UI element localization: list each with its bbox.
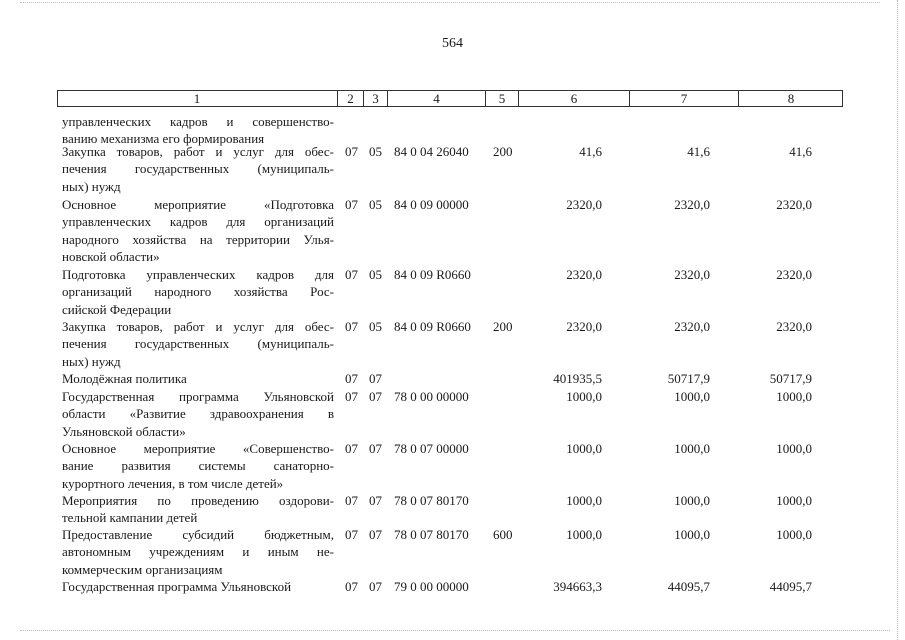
row-name-line: народного хозяйства на территории Улья- — [62, 231, 334, 247]
row-name-line: печения государственных (муниципаль- — [62, 161, 334, 177]
cell-c2: 07 — [345, 144, 358, 159]
scan-edge-bottom — [20, 630, 890, 631]
cell-c3: 05 — [369, 267, 382, 282]
row-name-line: Основное мероприятие «Подготовка — [62, 197, 334, 212]
cell-c2: 07 — [345, 197, 358, 212]
row-name-line: Государственная программа Ульяновской — [62, 389, 334, 404]
cell-c5: 200 — [493, 319, 513, 334]
row-name-line: вание развития системы санаторно- — [62, 458, 334, 474]
cell-c3: 07 — [369, 371, 382, 386]
header-col-3: 3 — [364, 91, 388, 106]
cell-c4: 84 0 09 R0660 — [394, 267, 471, 282]
row-name-line: Закупка товаров, работ и услуг для обес- — [62, 319, 334, 334]
cell-c5: 600 — [493, 527, 513, 542]
cell-c3: 05 — [369, 197, 382, 212]
row-name — [62, 578, 334, 595]
cell-c2: 07 — [345, 319, 358, 334]
cell-c8: 41,6 — [789, 144, 812, 159]
row-name-line: печения государственных (муниципаль- — [62, 336, 334, 352]
row-name-line: Основное мероприятие «Совершенство- — [62, 441, 334, 456]
cell-c2: 07 — [345, 493, 358, 508]
cell-c6: 394663,3 — [553, 579, 602, 594]
cell-c6: 2320,0 — [566, 319, 602, 334]
cell-c2: 07 — [345, 579, 358, 594]
cell-c5: 200 — [493, 144, 513, 159]
cell-c3: 07 — [369, 441, 382, 456]
row-name-line: ных) нужд — [62, 353, 121, 369]
cell-c7: 1000,0 — [674, 441, 710, 456]
row-name-line: Закупка товаров, работ и услуг для обес- — [62, 144, 334, 159]
cell-c7: 1000,0 — [674, 527, 710, 542]
cell-c7: 50717,9 — [667, 371, 710, 386]
cell-c8: 1000,0 — [776, 389, 812, 404]
page-number: 564 — [442, 36, 463, 51]
row-name-line: Мероприятия по проведению оздорови- — [62, 493, 334, 508]
cell-c2: 07 — [345, 267, 358, 282]
cell-c8: 2320,0 — [776, 319, 812, 334]
row-name-line: Государственная программа Ульяновской — [62, 579, 292, 594]
row-name — [62, 196, 334, 266]
cell-c2: 07 — [345, 371, 358, 386]
cell-c7: 2320,0 — [674, 197, 710, 212]
cell-c6: 1000,0 — [566, 527, 602, 542]
cell-c8: 2320,0 — [776, 267, 812, 282]
header-col-1: 1 — [57, 91, 338, 106]
cell-c8: 2320,0 — [776, 197, 812, 212]
cell-c6: 41,6 — [579, 144, 602, 159]
cell-c7: 41,6 — [687, 144, 710, 159]
row-name-line: Молодёжная политика — [62, 371, 187, 386]
row-name-line: организаций народного хозяйства Рос- — [62, 284, 334, 300]
cell-c7: 44095,7 — [667, 579, 710, 594]
cell-c6: 1000,0 — [566, 441, 602, 456]
cell-c4: 78 0 07 80170 — [394, 527, 469, 542]
row-name — [62, 526, 334, 578]
cell-c8: 1000,0 — [776, 527, 812, 542]
cell-c3: 07 — [369, 389, 382, 404]
scan-edge-right — [897, 0, 898, 640]
cell-c4: 78 0 07 80170 — [394, 493, 469, 508]
row-name-line: ванию механизма его формирования — [62, 131, 265, 147]
row-name-line: тельной кампании детей — [62, 510, 198, 526]
scan-edge-top — [20, 2, 880, 3]
row-name-line: новской области» — [62, 249, 160, 265]
row-name-line: Предоставление субсидий бюджетным, — [62, 527, 334, 542]
cell-c8: 1000,0 — [776, 493, 812, 508]
cell-c4: 84 0 09 00000 — [394, 197, 469, 212]
cell-c4: 78 0 07 00000 — [394, 441, 469, 456]
cell-c4: 84 0 04 26040 — [394, 144, 469, 159]
row-name — [62, 440, 334, 492]
row-name-line: Ульяновской области» — [62, 423, 186, 439]
cell-c7: 2320,0 — [674, 267, 710, 282]
row-name — [62, 318, 334, 370]
header-col-6: 6 — [519, 91, 630, 106]
cell-c8: 1000,0 — [776, 441, 812, 456]
cell-c3: 07 — [369, 579, 382, 594]
cell-c6: 2320,0 — [566, 197, 602, 212]
cell-c6: 1000,0 — [566, 493, 602, 508]
cell-c8: 44095,7 — [769, 579, 812, 594]
cell-c8: 50717,9 — [769, 371, 812, 386]
cell-c2: 07 — [345, 441, 358, 456]
row-name-line: сийской Федерации — [62, 301, 172, 317]
cell-c4: 78 0 00 00000 — [394, 389, 469, 404]
cell-c7: 2320,0 — [674, 319, 710, 334]
row-name — [62, 388, 334, 440]
row-name-line: курортного лечения, в том числе детей» — [62, 475, 284, 491]
header-col-2: 2 — [338, 91, 364, 106]
row-name — [62, 370, 334, 387]
cell-c7: 1000,0 — [674, 493, 710, 508]
row-name-line: коммерческим организациям — [62, 561, 223, 577]
cell-c3: 05 — [369, 144, 382, 159]
row-name-line: управленческих кадров для организаций — [62, 214, 334, 230]
header-col-7: 7 — [630, 91, 739, 106]
row-name-line: ных) нужд — [62, 178, 121, 194]
cell-c3: 05 — [369, 319, 382, 334]
row-name — [62, 143, 334, 195]
row-name-line: области «Развитие здравоохранения в — [62, 406, 334, 422]
row-name-line: Подготовка управленческих кадров для — [62, 267, 334, 282]
header-col-5: 5 — [486, 91, 519, 106]
row-name-line: автономным учреждениям и иным не- — [62, 544, 334, 560]
cell-c4: 84 0 09 R0660 — [394, 319, 471, 334]
cell-c7: 1000,0 — [674, 389, 710, 404]
cell-c4: 79 0 00 00000 — [394, 579, 469, 594]
cell-c6: 401935,5 — [553, 371, 602, 386]
table-header — [57, 90, 843, 107]
cell-c2: 07 — [345, 527, 358, 542]
cell-c6: 1000,0 — [566, 389, 602, 404]
header-col-8: 8 — [787, 91, 795, 106]
row-name-line: управленческих кадров и совершенство- — [62, 114, 334, 129]
cell-c6: 2320,0 — [566, 267, 602, 282]
header-col-4: 4 — [388, 91, 486, 106]
cell-c3: 07 — [369, 527, 382, 542]
row-name — [62, 492, 334, 527]
row-name — [62, 266, 334, 318]
cell-c2: 07 — [345, 389, 358, 404]
cell-c3: 07 — [369, 493, 382, 508]
